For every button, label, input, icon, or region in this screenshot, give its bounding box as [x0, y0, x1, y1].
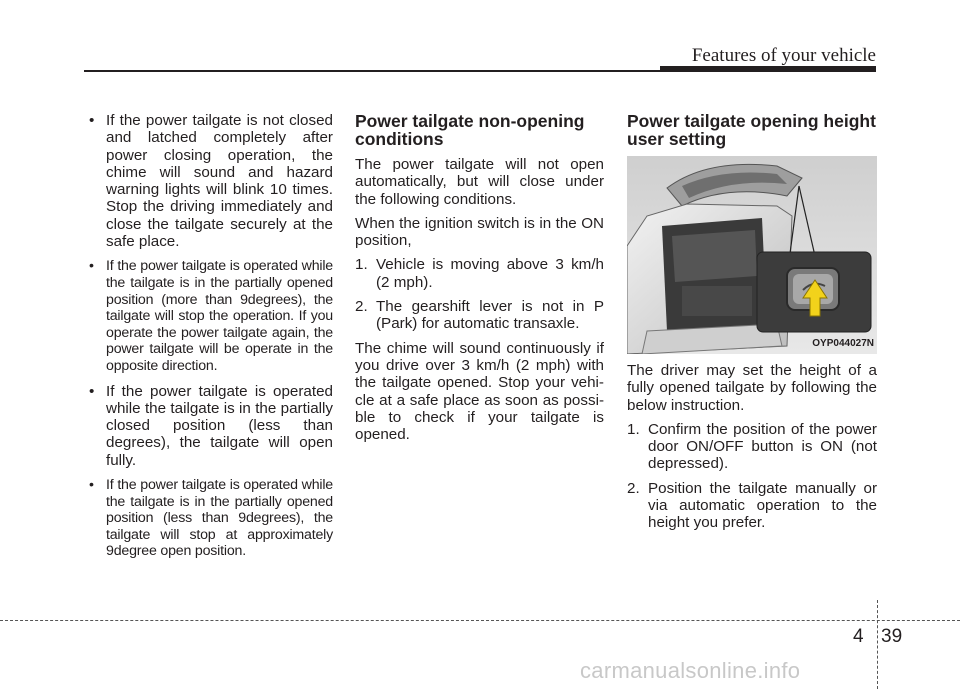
item-text: Vehicle is moving above 3 km/h (2 mph). — [376, 256, 604, 291]
footer-divider — [877, 600, 878, 689]
header-rule-accent — [660, 66, 876, 72]
tailgate-figure — [627, 156, 877, 354]
footer-rule — [0, 620, 960, 621]
paragraph: The driver may set the height of a fully opened tailgate by following the below instruction. — [627, 362, 877, 414]
item-number: 1. — [355, 256, 368, 274]
left-column — [85, 112, 333, 568]
bullet-item — [85, 477, 333, 560]
item-number: 1. — [627, 420, 640, 438]
middle-column — [355, 112, 604, 450]
numbered-item — [627, 421, 877, 473]
item-text: Position the tailgate manually or via automatic operation to the height you prefer. — [648, 479, 877, 532]
bullet-dot-icon: • — [89, 258, 94, 275]
bullet-text: If the power tailgate is operated while the tailgate is in the partially opened position (more than 9degrees), the tailgate will stop the operation. If you operate the power tailgate again, the power tailgate will be operate in the opposite direction. — [106, 258, 333, 374]
bullet-dot-icon: • — [89, 477, 94, 494]
chapter-number: 4 — [853, 626, 864, 647]
bullet-text: If the power tailgate is operated while the tailgate is in the partially closed position (less than degrees), the tailgate will open fully. — [106, 382, 333, 469]
paragraph: When the ignition switch is in the ON position, — [355, 214, 604, 250]
right-column — [627, 112, 877, 539]
bullet-dot-icon: • — [89, 112, 95, 129]
paragraph: The chime will sound continuously if you drive over 3 km/h (2 mph) with the tailgate opened. Stop your vehi- cle at a safe place as soon as possi- ble to check if your tailgate is opened. — [355, 339, 604, 444]
numbered-item — [627, 480, 877, 532]
bullet-text: If the power tailgate is operated while the tailgate is in the partially opened position (less than 9degrees), the tailgate will stop at approximately 9degree open position. — [106, 477, 333, 560]
section-heading: Power tailgate opening height user setting — [627, 111, 876, 149]
bullet-item — [85, 258, 333, 374]
figure-code: OYP044027N — [812, 337, 874, 349]
section-heading: Power tailgate non-opening conditions — [355, 111, 585, 149]
tailgate-illustration — [627, 156, 877, 354]
watermark: carmanualsonline.info — [580, 658, 801, 683]
page-number: 39 — [881, 626, 903, 647]
item-number: 2. — [627, 479, 640, 497]
bullet-item — [85, 112, 333, 250]
item-text: The gearshift lever is not in P (Park) for automatic transaxle. — [376, 298, 604, 333]
item-text: Confirm the position of the power door ON/OFF button is ON (not depressed). — [648, 420, 877, 473]
bullet-dot-icon: • — [89, 382, 95, 400]
bullet-item — [85, 383, 333, 469]
paragraph: The power tailgate will not open automatically, but will close under the following conditions. — [355, 156, 604, 208]
numbered-item — [355, 298, 604, 333]
numbered-item — [355, 256, 604, 291]
bullet-text: If the power tailgate is not closed and latched completely after power closing operation, the chime will sound and hazard warning lights will blink 10 times. Stop the driving immediately and close the tailgate securely at the safe place. — [106, 112, 333, 251]
section-header-title: Features of your vehicle — [691, 45, 876, 66]
item-number: 2. — [355, 298, 368, 316]
